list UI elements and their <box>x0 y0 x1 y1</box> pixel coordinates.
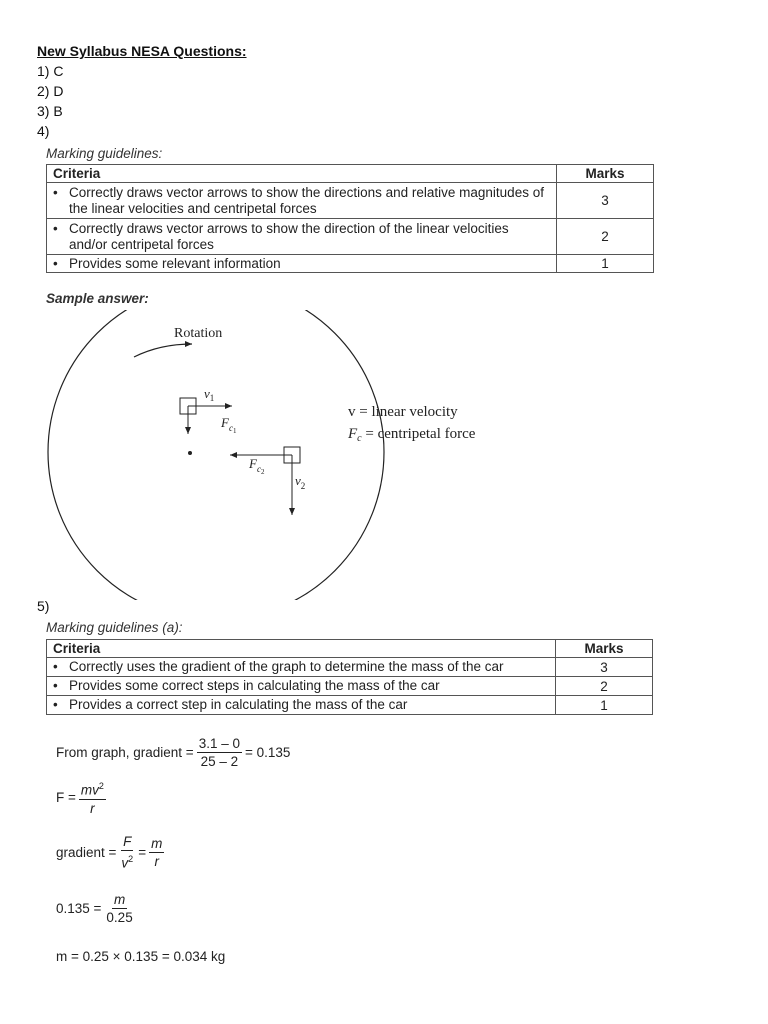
criteria-text: Provides a correct step in calculating the mass of the car <box>69 697 408 712</box>
rotating-disc <box>48 310 384 600</box>
criteria-header: Criteria <box>47 640 556 658</box>
f-over-v2-fraction <box>119 833 135 872</box>
answer-1: 1) C <box>37 63 64 79</box>
gradient-label: From graph, gradient = <box>56 745 194 760</box>
marks-header: Marks <box>556 640 653 658</box>
equals-sign: = <box>138 844 147 860</box>
marks-value: 2 <box>556 677 653 696</box>
working-line-substitution <box>56 891 138 926</box>
v1-label: $v_1$ <box>204 386 215 403</box>
f-numerator: F <box>123 834 132 849</box>
criteria-text: Provides some correct steps in calculating the mass of the car <box>69 678 440 693</box>
q4-guidelines-label: Marking guidelines: <box>46 146 163 161</box>
working-line-gradient-formula <box>56 833 167 872</box>
rotation-diagram <box>40 310 500 600</box>
question-5-label: 5) <box>37 598 50 614</box>
table-row: • Correctly draws vector arrows to show the directions and relative magnitudes of the linear velocities and centripetal forces 3 <box>47 183 654 219</box>
r-denominator: r <box>154 853 159 869</box>
force-denominator: r <box>90 800 95 816</box>
marks-header: Marks <box>557 165 654 183</box>
center-dot <box>188 451 192 455</box>
legend-linear-velocity: v = linear velocity <box>348 404 458 420</box>
legend-centripetal-force: $F_c$ = centripetal force <box>348 426 476 444</box>
gradient-result: = 0.135 <box>245 745 291 760</box>
marks-value: 2 <box>557 219 654 255</box>
m-numerator: m <box>113 892 126 907</box>
sample-answer-label: Sample answer: <box>46 291 149 306</box>
working-line-gradient <box>56 735 290 770</box>
working-line-force <box>56 778 109 817</box>
working-line-mass-result: m = 0.25 × 0.135 = 0.034 kg <box>56 949 226 964</box>
answer-4-label: 4) <box>37 123 50 139</box>
answer-2: 2) D <box>37 83 64 99</box>
table-row: • Provides some relevant information 1 <box>47 255 654 273</box>
gradient-fraction <box>197 735 242 770</box>
criteria-text: Correctly draws vector arrows to show the directions and relative magnitudes of the linear velocities and centripetal forces <box>69 184 544 216</box>
marks-value: 3 <box>557 183 654 219</box>
table-row: • Provides some correct steps in calculating the mass of the car 2 <box>47 677 653 696</box>
marks-value: 1 <box>557 255 654 273</box>
gradient-numerator: 3.1 – 0 <box>198 736 240 751</box>
criteria-header: Criteria <box>47 165 557 183</box>
marks-value: 1 <box>556 696 653 715</box>
q5-guidelines-label: Marking guidelines (a): <box>46 620 183 635</box>
marks-value: 3 <box>556 658 653 677</box>
criteria-text: Correctly uses the gradient of the graph to determine the mass of the car <box>69 659 504 674</box>
q5-criteria-table <box>46 639 653 715</box>
force-fraction <box>79 778 106 817</box>
q4-criteria-table <box>46 164 654 273</box>
rotation-arrow-icon <box>134 344 192 357</box>
force-lhs: F = <box>56 789 76 805</box>
m-numerator: m <box>151 835 163 851</box>
table-row: • Correctly draws vector arrows to show the direction of the linear velocities and/or centripetal forces 2 <box>47 219 654 255</box>
page-title: New Syllabus NESA Questions: <box>37 43 247 59</box>
fc1-label: $F_c1$ <box>221 415 237 435</box>
v2-label: $v_2$ <box>295 473 306 491</box>
table-row: • Provides a correct step in calculating the mass of the car 1 <box>47 696 653 715</box>
m-over-r-fraction <box>149 835 164 870</box>
v2-denominator: $v^2$ <box>121 854 134 871</box>
answer-3: 3) B <box>37 103 63 119</box>
fc2-label: $F_c2$ <box>249 456 265 476</box>
gradient-denominator: 25 – 2 <box>200 754 239 769</box>
gradient-formula-label: gradient = <box>56 844 117 860</box>
rotation-label: Rotation <box>174 326 223 341</box>
substitution-lhs: 0.135 = <box>56 901 102 916</box>
criteria-text: Correctly draws vector arrows to show the direction of the linear velocities and/or centripetal forces <box>69 220 509 252</box>
criteria-text: Provides some relevant information <box>69 255 281 271</box>
force-numerator: $mv^2$ <box>79 778 106 800</box>
denominator-025: 0.25 <box>106 910 133 925</box>
table-row: • Correctly uses the gradient of the graph to determine the mass of the car 3 <box>47 658 653 677</box>
m-over-025-fraction <box>104 891 134 926</box>
